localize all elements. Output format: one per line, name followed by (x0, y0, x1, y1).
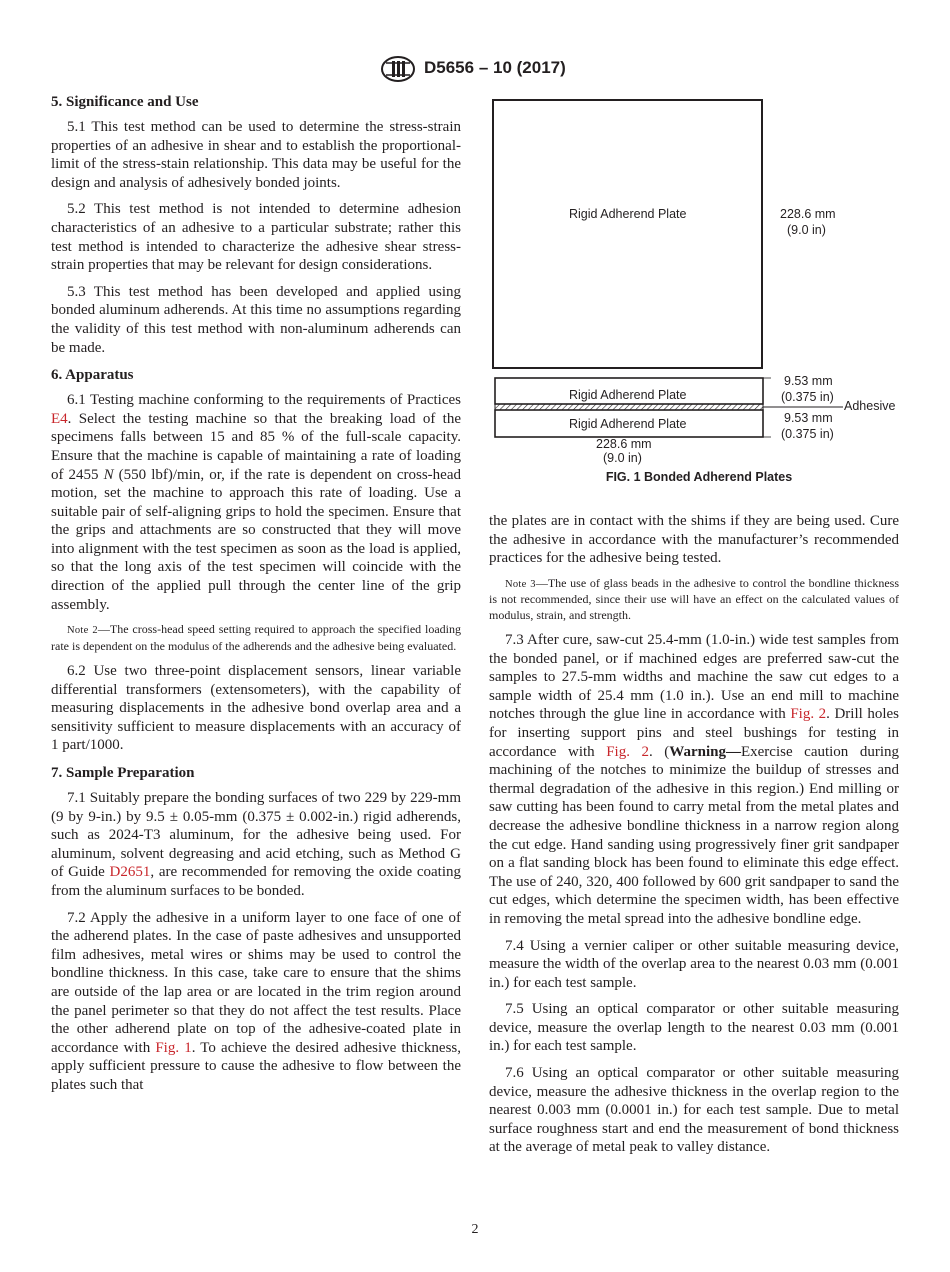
adhesive-label: Adhesive (844, 399, 896, 413)
para-7-2: 7.2 Apply the adhesive in a uniform layer to one face of one of the adherend plates. In the case of paste adhesives and unsupported film adhesives, metal wires or shims may be used to control the bondline thickness. In this case, take care to ensure that the shims are outside of the lap area or are located in the trim region around the panel perimeter so that they do not affect the test results. Place the other adherend plate on top of the adhesive-coated plate in accordance with Fig. 1. To achieve the desired adhesive thickness, apply sufficient pressure to cause the adhesive to flow between the plates such that (51, 909, 461, 1093)
upper-thickness-mm: 9.53 mm (784, 374, 833, 388)
document-id: D5656 – 10 (2017) (424, 58, 566, 77)
ref-fig2-link-2[interactable]: Fig. 2 (606, 743, 649, 760)
para-6-1: 6.1 Testing machine conforming to the requirements of Practices E4. Select the testing machine so that the breaking load of the specimens falls between 15 and 85 % of the full-scale capacity. Ensure that the machine is capable of maintaining a rate of loading of 2455 N (550 lbf)/min, or, if the rate is dependent on cross-head motion, set the machine to approach this rate of loading. Use a suitable pair of self-aligning grips to hold the specimen. Ensure that the grips and attachments are so constructed that they will move into alignment with the test specimen as soon as the load is applied, so that the long axis of the test specimen will coincide with the direction of the applied pull through the center line of the grip assembly. (51, 392, 461, 613)
section-7-title: 7. Sample Preparation (51, 765, 195, 782)
page-number: 2 (471, 1222, 479, 1237)
upper-thickness-in: (0.375 in) (781, 390, 834, 404)
para-5-1: 5.1 This test method can be used to determine the stress-strain properties of an adhesive in shear and to establish the proportional-limit of the stress-stain relationship. This data may be useful for the design and analysis of adhesively bonded joints. (51, 119, 461, 191)
lower-thickness-in: (0.375 in) (781, 427, 834, 441)
ref-d2651-link[interactable]: D2651 (109, 864, 151, 881)
note-3: Note 3—The use of glass beads in the adhesive to control the bondline thickness is not recommended, since their use will have an effect on the calculated values of modulus, strain, and strength. (489, 575, 899, 622)
ref-fig2-link-1[interactable]: Fig. 2 (790, 706, 827, 723)
width-dim-mm: 228.6 mm (596, 437, 652, 451)
top-dim-mm: 228.6 mm (780, 207, 836, 221)
para-7-5: 7.5 Using an optical comparator or other suitable measuring device, measure the overlap length to the nearest 0.03 mm (0.001 in.) for each test sample. (489, 1001, 899, 1055)
left-column (51, 92, 461, 1103)
width-dim-in: (9.0 in) (603, 451, 642, 465)
para-7-4: 7.4 Using a vernier caliper or other suitable measuring device, measure the width of the overlap area to the nearest 0.03 mm (0.001 in.) for each test sample. (489, 937, 899, 991)
lower-plate-label: Rigid Adherend Plate (569, 417, 687, 431)
right-column (489, 512, 899, 1165)
section-5-title: 5. Significance and Use (51, 94, 199, 110)
lower-thickness-mm: 9.53 mm (784, 411, 833, 425)
figure-1-caption: FIG. 1 Bonded Adherend Plates (605, 470, 793, 484)
adhesive-layer (495, 404, 763, 410)
astm-logo (380, 56, 416, 82)
top-plate-outline (493, 100, 762, 368)
section-6-title: 6. Apparatus (51, 367, 134, 384)
figure-1 (489, 92, 909, 492)
para-7-1: 7.1 Suitably prepare the bonding surfaces of two 229 by 229-mm (9 by 9-in.) by 9.5 ± 0.05-mm (0.375 ± 0.002-in.) rigid adherends, such as 2024-T3 aluminum, for the adhesive being used. For aluminum, solvent degreasing and acid etching, such as Method G of Guide D2651, are recommended for removing the oxide coating from the aluminum surfaces to be bonded. (51, 790, 461, 899)
page-header (0, 56, 950, 84)
para-7-3: 7.3 After cure, saw-cut 25.4-mm (1.0-in.) wide test samples from the bonded panel, or if machined edges are preferred saw-cut the samples to 27.5-mm widths and machine the saw cut edges to a sample width of 25.4 mm (1.0 in.). Use an end mill to machine notches through the glue line in accordance with Fig. 2. Drill holes for inserting support pins and steel bushings for testing in accordance with Fig. 2. (Warning—Exercise caution during machining of the notches to minimize the buildup of stresses and thermal degradation of the adhesive in this region.) End milling or saw cutting has been found to carry metal from the metal plates and decrease the adhesive bondline thickness in a narrow region along the cut edge. Hand sanding using progressively finer grit sandpaper on a flat sanding block has been found to eliminate this edge effect. The use of 240, 320, 400 followed by 600 grit sandpaper to sand the cut edges, which determine the specimen width, has been effective in removing the metal spread into the adhesive bondline edge. (489, 632, 900, 927)
ref-e4-link[interactable]: E4 (51, 410, 68, 427)
top-dim-in: (9.0 in) (787, 223, 826, 237)
para-5-3: 5.3 This test method has been developed and applied using bonded aluminum adherends. At this time no assumptions regarding the validity of this test method with non-aluminum adherends can be made. (51, 283, 461, 356)
para-5-2: 5.2 This test method is not intended to determine adhesion characteristics of an adhesive to a particular substrate; rather this test method is intended to characterize the adhesive shear stress-strain properties that may be relevant for design considerations. (51, 201, 461, 274)
top-plate-label: Rigid Adherend Plate (569, 207, 687, 221)
note-2: Note 2—The cross-head speed setting required to approach the specified loading rate is dependent on the modulus of the adherends and the adhesive being evaluated. (51, 622, 461, 653)
para-6-2: 6.2 Use two three-point displacement sensors, linear variable differential transformers (extensometers), with the capability of measuring displacements in the adhesive bond overlap area and a sensitivity sufficient to measure displacements with an accuracy of 1 part/1000. (51, 663, 461, 754)
upper-plate-label: Rigid Adherend Plate (569, 388, 687, 402)
para-7-6: 7.6 Using an optical comparator or other suitable measuring device, measure the adhesive thickness in the overlap region to the nearest 0.003 mm (0.0001 in.) for each test sample. Due to metal surface roughness start and end the measurement of bond thickness at the average of metal peak to valley distance. (489, 1065, 899, 1156)
para-7-2-continued: the plates are in contact with the shims if they are being used. Cure the adhesive in accordance with the manufacturer’s recommended practices for the adhesive being tested. (489, 513, 899, 567)
ref-fig1-link[interactable]: Fig. 1 (155, 1039, 192, 1056)
